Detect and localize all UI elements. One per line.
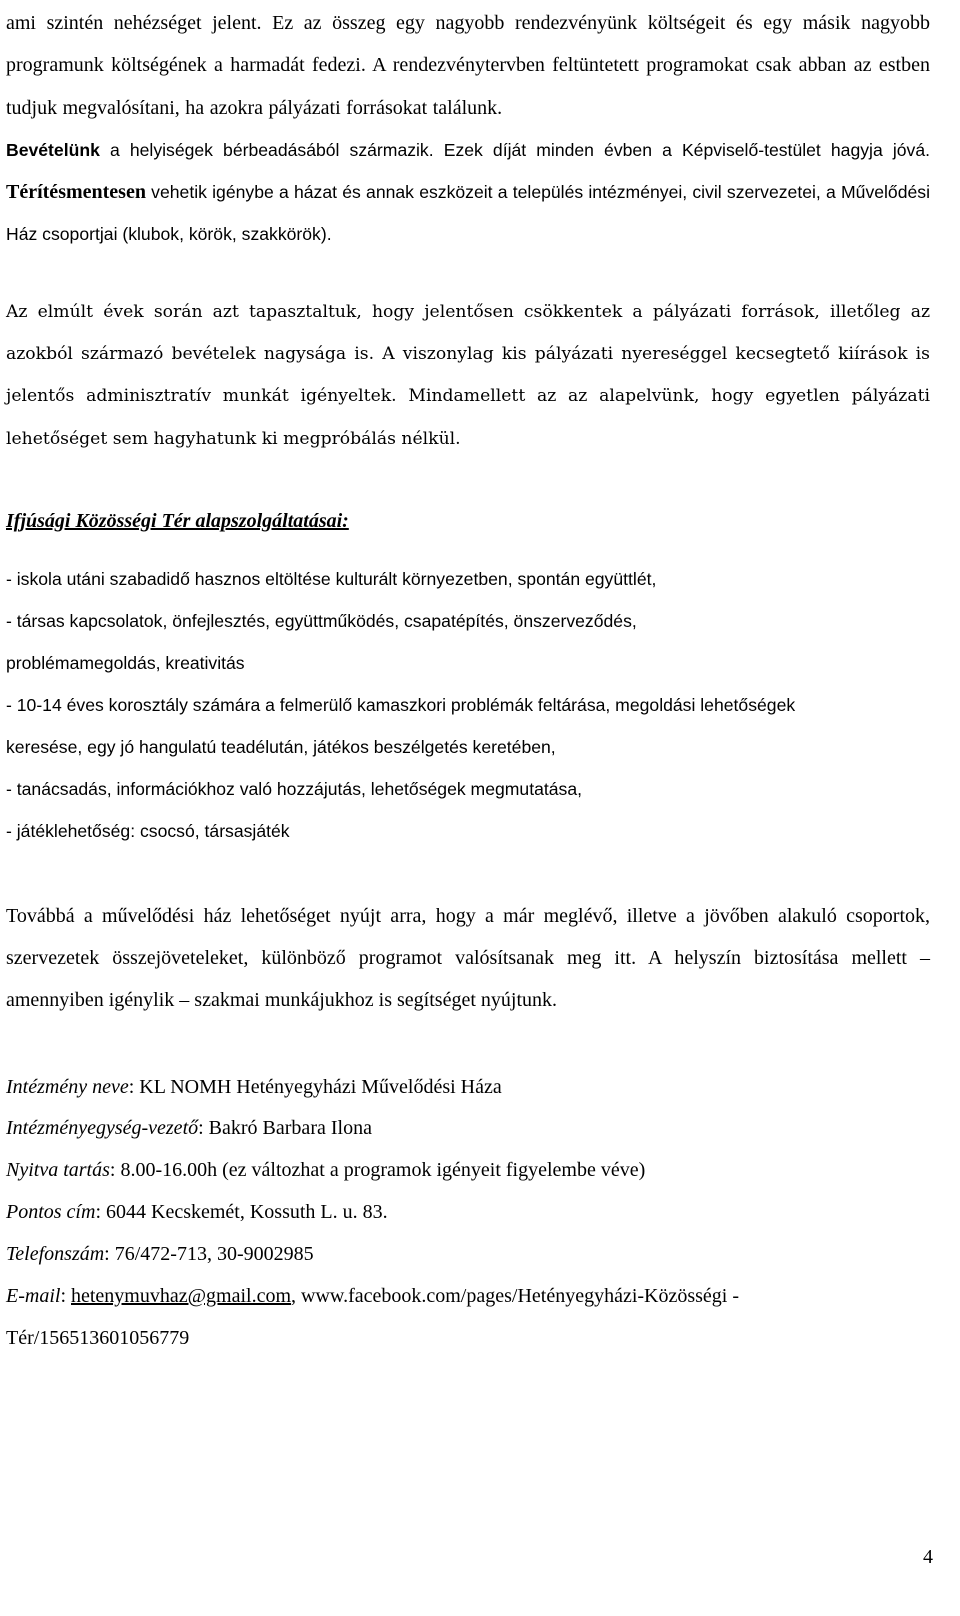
manager-label: Intézményegység-vezető: [6, 1117, 199, 1140]
phone-value: : 76/472-713, 30-9002985: [104, 1243, 314, 1266]
list-item: - iskola utáni szabadidő hasznos eltöltése kulturált környezetben, spontán együttlét,: [6, 568, 657, 589]
email-separator: :: [60, 1285, 71, 1308]
email-row: [6, 1276, 906, 1360]
email-link[interactable]: hetenymuvhaz@gmail.com: [71, 1285, 292, 1308]
paragraph-income: [6, 129, 930, 256]
address-label: Pontos cím: [6, 1201, 96, 1224]
institution-label: Intézmény neve: [6, 1075, 129, 1098]
paragraph-grants: Az elmúlt évek során azt tapasztaltuk, hogy jelentősen csökkentek a pályázati források, illetőleg az azokból származó bevételek nagysága is. A viszonylag kis pályázati nyereséggel kecsegtető kiírások is jelentős adminisztratív munkát igényeltek. Mindamellett az az alapelvünk, hogy egyetlen pályázati lehetőséget sem hagyhatunk ki megpróbálás nélkül.: [6, 301, 930, 449]
contact-info: [6, 1067, 930, 1360]
services-list: [6, 558, 930, 852]
phone-label: Telefonszám: [6, 1243, 105, 1266]
list-item: - játéklehetőség: csocsó, társasjáték: [6, 820, 290, 841]
institution-value: : KL NOMH Hetényegyházi Művelődési Háza: [128, 1075, 502, 1098]
income-bold-label: Bevételünk: [6, 139, 100, 160]
document-page: [6, 0, 930, 1360]
manager-value: : Bakró Barbara Ilona: [198, 1117, 372, 1140]
website-text: , www.facebook.com/pages/Hetényegyházi-Közösségi -Tér/156513601056779: [6, 1285, 740, 1350]
section-heading: Ifjúsági Közösségi Tér alapszolgáltatásai:: [6, 509, 349, 532]
phone-row: [6, 1234, 930, 1276]
paragraph-venue: Továbbá a művelődési ház lehetőséget nyújt arra, hogy a már meglévő, illetve a jövőben alakuló csoportok, szervezetek összejöveteleket, különböző programot valósítsanak meg itt. A helyszín biztosítása mellett – amennyiben igénylik – szakmai munkájukhoz is segítséget nyújtunk.: [6, 904, 930, 1012]
hours-row: [6, 1150, 930, 1192]
list-item: - társas kapcsolatok, önfejlesztés, együttműködés, csapatépítés, önszerveződés, problémamegoldás, kreativitás: [6, 610, 637, 673]
institution-row: [6, 1067, 930, 1109]
address-value: : 6044 Kecskemét, Kossuth L. u. 83.: [95, 1201, 388, 1224]
free-use-bold-label: Térítésmentesen: [6, 181, 146, 204]
manager-row: [6, 1108, 930, 1150]
page-number: 4: [923, 1546, 933, 1568]
income-text: a helyiségek bérbeadásából származik. Ezek díját minden évben a Képviselő-testület hagyja jóvá.: [99, 139, 930, 160]
hours-value: : 8.00-16.00h (ez változhat a programok igényeit figyelembe véve): [109, 1159, 646, 1182]
email-label: E-mail: [6, 1285, 61, 1308]
address-row: [6, 1192, 930, 1234]
paragraph-budget: ami szintén nehézséget jelent. Ez az összeg egy nagyobb rendezvényünk költségeit és egy másik nagyobb programunk költségének a harmadát fedezi. A rendezvénytervben feltüntetett programokat csak abban az estben tudjuk megvalósítani, ha azokra pályázati forrásokat találunk.: [6, 12, 930, 119]
free-use-text: vehetik igénybe a házat és annak eszközeit a település intézményei, civil szervezetei, a Művelődési Ház csoportjai (klubok, körök, szakkörök).: [6, 182, 930, 245]
hours-label: Nyitva tartás: [6, 1159, 110, 1182]
list-item: - tanácsadás, információkhoz való hozzájutás, lehetőségek megmutatása,: [6, 778, 583, 799]
list-item: - 10-14 éves korosztály számára a felmerülő kamaszkori problémák feltárása, megoldási lehetőségek keresése, egy jó hangulatú teadélután, játékos beszélgetés keretében,: [6, 694, 796, 757]
